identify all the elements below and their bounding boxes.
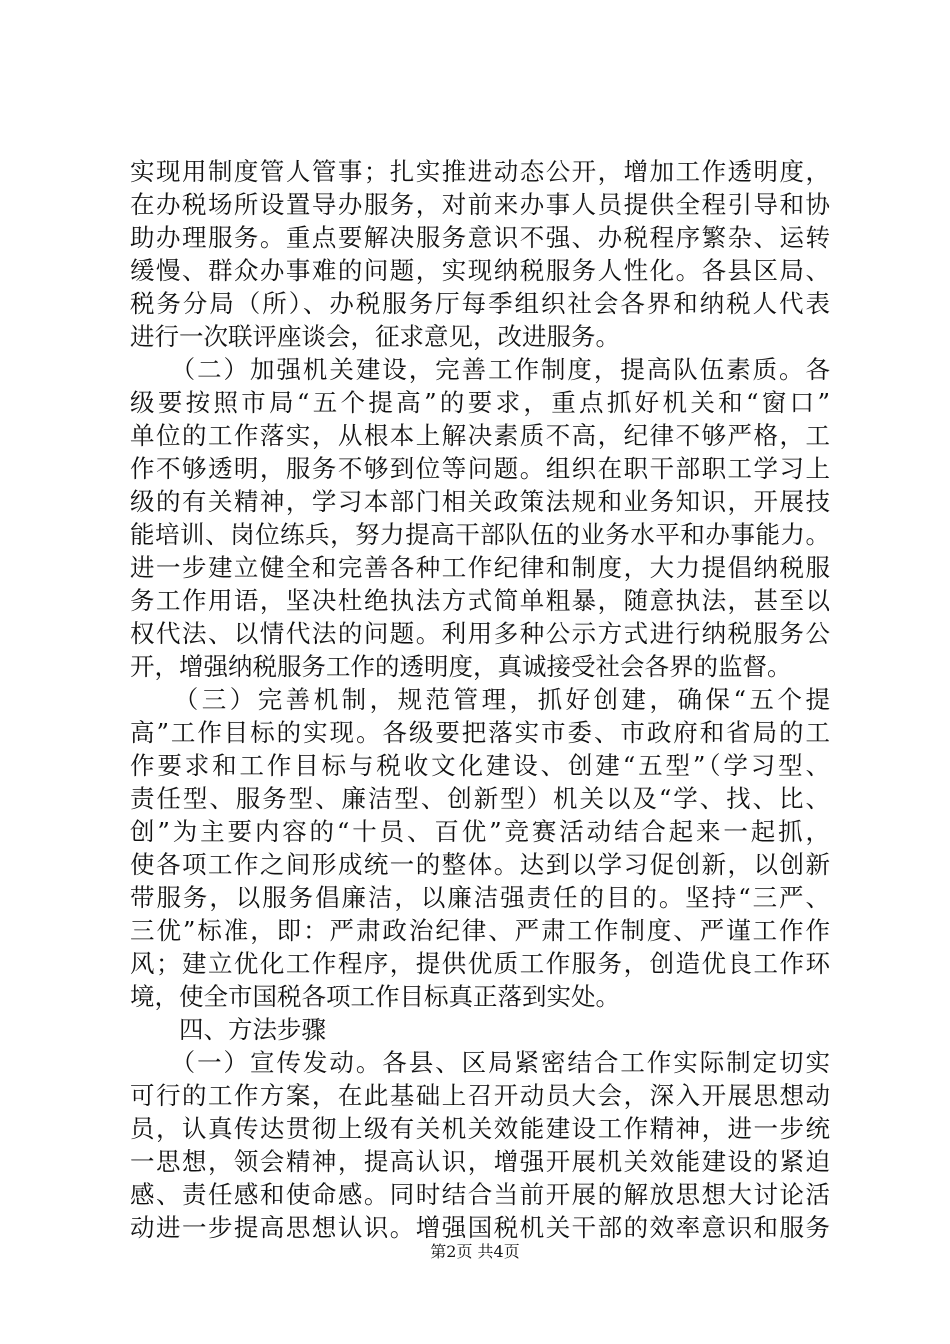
text-line: 能培训、岗位练兵，努力提高干部队伍的业务水平和办事能力。	[130, 520, 830, 549]
text-line: 开，增强纳税服务工作的透明度，真诚接受社会各界的监督。	[130, 652, 792, 681]
page-number-footer: 第2页 共4页	[430, 1242, 520, 1261]
text-line: 单位的工作落实，从根本上解决素质不高，纪律不够严格，工	[130, 421, 830, 450]
text-line: （三）完善机制，规范管理，抓好创建，确保“五个提	[130, 685, 830, 714]
text-line: 一思想，领会精神，提高认识，增强开展机关效能建设的紧迫	[130, 1147, 830, 1176]
document-body	[130, 155, 830, 1244]
text-line: （二）加强机关建设，完善工作制度，提高队伍素质。各	[130, 355, 830, 384]
text-line: 进一步建立健全和完善各种工作纪律和制度，大力提倡纳税服	[130, 553, 830, 582]
text-line: 境，使全市国税各项工作目标真正落到实处。	[130, 982, 620, 1011]
text-line: 创”为主要内容的“十员、百优”竞赛活动结合起来一起抓，	[130, 817, 830, 846]
text-line: 级要按照市局“五个提高”的要求，重点抓好机关和“窗口”	[130, 388, 830, 417]
text-line: 在办税场所设置导办服务，对前来办事人员提供全程引导和协	[130, 190, 830, 219]
text-line: 助办理服务。重点要解决服务意识不强、办税程序繁杂、运转	[130, 223, 830, 252]
text-line: 三优”标准，即：严肃政治纪律、严肃工作制度、严谨工作作	[130, 916, 830, 945]
text-line: 作要求和工作目标与税收文化建设、创建“五型”（学习型、	[130, 751, 830, 780]
text-line: 使各项工作之间形成统一的整体。达到以学习促创新，以创新	[130, 850, 830, 879]
text-line: 税务分局（所）、办税服务厅每季组织社会各界和纳税人代表	[130, 289, 830, 318]
text-line: 作不够透明，服务不够到位等问题。组织在职干部职工学习上	[130, 454, 830, 483]
text-line: 员，认真传达贯彻上级有关机关效能建设工作精神，进一步统	[130, 1114, 830, 1143]
text-line: 高”工作目标的实现。各级要把落实市委、市政府和省局的工	[130, 718, 830, 747]
text-line: 实现用制度管人管事；扎实推进动态公开，增加工作透明度，	[130, 157, 830, 186]
text-line: 务工作用语，坚决杜绝执法方式简单粗暴，随意执法，甚至以	[130, 586, 830, 615]
text-line: 缓慢、群众办事难的问题，实现纳税服务人性化。各县区局、	[130, 256, 830, 285]
text-line: 权代法、以情代法的问题。利用多种公示方式进行纳税服务公	[130, 619, 830, 648]
text-line: 风；建立优化工作程序，提供优质工作服务，创造优良工作环	[130, 949, 830, 978]
text-line: 进行一次联评座谈会，征求意见，改进服务。	[130, 322, 620, 351]
text-line: 级的有关精神，学习本部门相关政策法规和业务知识，开展技	[130, 487, 830, 516]
text-line: 动进一步提高思想认识。增强国税机关干部的效率意识和服务	[130, 1213, 830, 1242]
text-line: 带服务，以服务倡廉洁，以廉洁强责任的目的。坚持“三严、	[130, 883, 830, 912]
text-line: 感、责任感和使命感。同时结合当前开展的解放思想大讨论活	[130, 1180, 830, 1209]
text-line: 可行的工作方案，在此基础上召开动员大会，深入开展思想动	[130, 1081, 830, 1110]
text-line: （一）宣传发动。各县、区局紧密结合工作实际制定切实	[130, 1048, 830, 1077]
section-heading: 四、方法步骤	[130, 1015, 326, 1044]
text-line: 责任型、服务型、廉洁型、创新型）机关以及“学、找、比、	[130, 784, 830, 813]
